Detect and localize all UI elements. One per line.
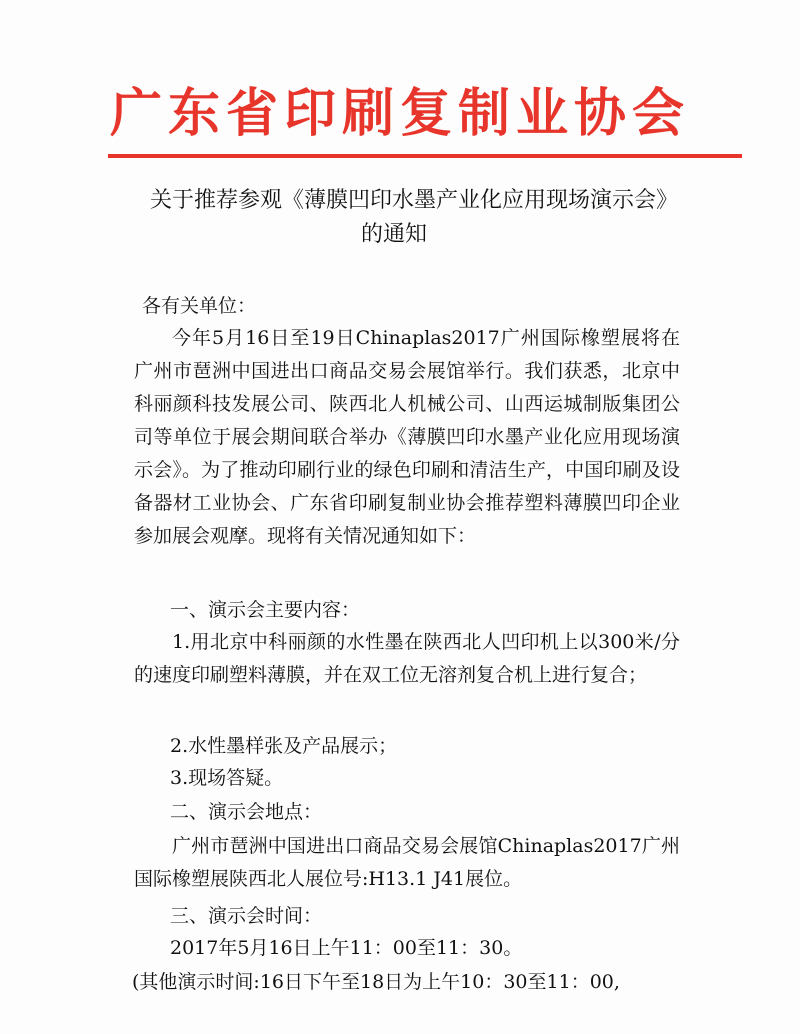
content-item-1: 1.用北京中科丽颜的水性墨在陕西北人凹印机上以300米/分的速度印刷塑料薄膜，并在双工位无溶剂复合机上进行复合； — [134, 631, 680, 686]
intro-paragraph: 今年5月16日至19日Chinaplas2017广州国际橡塑展将在广州市琶洲中国进出口商品交易会展馆举行。我们获悉，北京中科丽颜科技发展公司、陕西北人机械公司、山西运城制版集团公司等单位于展会期间联合举办《薄膜凹印水墨产业化应用现场演示会》。为了推动印刷行业的绿色印刷和清洁生产，中国印刷及设备器材工业协会、广东省印刷复制业协会推荐塑料薄膜凹印企业参加展会观摩。现将有关情况通知如下： — [134, 327, 680, 547]
location-paragraph: 广州市琶洲中国进出口商品交易会展馆Chinaplas2017广州国际橡塑展陕西北人展位号:H13.1 J41展位。 — [134, 835, 680, 890]
event-time-main: 2017年5月16日上午11：00至11：30。 — [170, 937, 523, 959]
section-2-heading: 二、演示会地点： — [170, 801, 323, 823]
event-time-other: (其他演示时间:16日下午至18日为上午10：30至11：00, — [132, 971, 620, 993]
notice-title-line-2: 的通知 — [360, 222, 427, 247]
section-1-heading: 一、演示会主要内容： — [170, 599, 361, 621]
letterhead-org-name: 广东省印刷复制业协会 — [109, 84, 690, 144]
section-3-heading: 三、演示会时间： — [170, 905, 323, 927]
content-item-3: 3.现场答疑。 — [170, 767, 284, 789]
letterhead-red-divider — [108, 154, 742, 158]
salutation: 各有关单位： — [142, 295, 257, 317]
content-item-2: 2.水性墨样张及产品展示； — [170, 735, 398, 757]
notice-title-line-1: 关于推荐参观《薄膜凹印水墨产业化应用现场演示会》 — [149, 188, 678, 213]
